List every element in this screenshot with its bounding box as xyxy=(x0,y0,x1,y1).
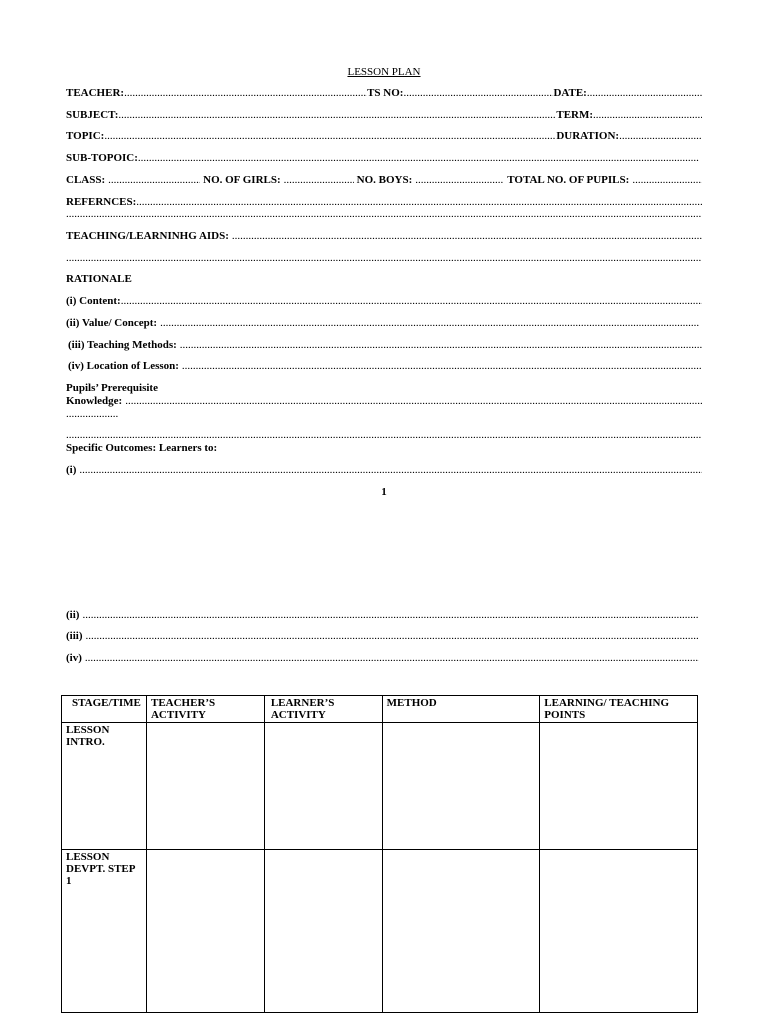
location-row xyxy=(68,360,702,373)
outcome-row-3 xyxy=(66,630,699,643)
teacher-activity-cell[interactable] xyxy=(146,850,264,1013)
class-label: CLASS: xyxy=(66,174,106,186)
teacher-row xyxy=(66,87,702,100)
aids-row-2 xyxy=(66,252,702,265)
prereq-blank-2[interactable] xyxy=(66,429,702,442)
topic-row xyxy=(66,130,702,143)
aids-row xyxy=(66,230,702,243)
learning-points-cell[interactable] xyxy=(540,723,698,850)
total-pupils-blank[interactable] xyxy=(632,174,702,187)
no-boys-label: NO. BOYS: xyxy=(356,174,413,186)
outcome-blank-4[interactable] xyxy=(85,652,699,665)
learner-activity-cell[interactable] xyxy=(264,850,382,1013)
subject-row xyxy=(66,109,702,122)
location-label: (iv) Location of Lesson: xyxy=(68,360,179,372)
outcome-blank-3[interactable] xyxy=(86,630,700,643)
references-row-2 xyxy=(66,208,702,221)
date-label: DATE: xyxy=(553,87,587,99)
aids-blank-2[interactable] xyxy=(66,252,702,265)
outcome-blank-2[interactable] xyxy=(82,609,699,622)
sub-topic-blank[interactable] xyxy=(138,152,699,165)
references-label: REFERNCES: xyxy=(66,196,137,208)
header-teacher-activity: TEACHER’S ACTIVITY xyxy=(146,696,264,723)
prereq-blank[interactable] xyxy=(125,395,702,408)
outcome-row-1 xyxy=(66,464,702,477)
duration-blank[interactable] xyxy=(619,130,702,143)
method-cell[interactable] xyxy=(382,723,540,850)
value-label: (ii) Value/ Concept: xyxy=(66,317,158,329)
no-girls-label: NO. OF GIRLS: xyxy=(203,174,281,186)
prereq-row xyxy=(66,395,702,408)
topic-blank[interactable] xyxy=(104,130,556,143)
class-row xyxy=(66,174,702,187)
term-blank[interactable] xyxy=(593,109,702,122)
prereq-label-2: Knowledge: xyxy=(66,395,123,407)
rationale-heading: RATIONALE xyxy=(66,273,132,285)
subject-blank[interactable] xyxy=(118,109,556,122)
subject-label: SUBJECT: xyxy=(66,109,119,121)
total-pupils-label: TOTAL NO. OF PUPILS: xyxy=(507,174,630,186)
topic-label: TOPIC: xyxy=(66,130,105,142)
stage-cell: LESSON INTRO. xyxy=(62,723,147,850)
aids-blank[interactable] xyxy=(232,230,702,243)
value-blank[interactable] xyxy=(160,317,699,330)
ts-no-blank[interactable] xyxy=(403,87,553,100)
sub-topic-label: SUB-TOPOIC: xyxy=(66,152,138,164)
lesson-table xyxy=(61,695,698,1013)
outcome-label-2: (ii) xyxy=(66,609,80,621)
content-label: (i) Content: xyxy=(66,295,121,307)
no-girls-blank[interactable] xyxy=(284,174,354,187)
method-cell[interactable] xyxy=(382,850,540,1013)
prereq-label-1: Pupils’ Prerequisite xyxy=(66,382,158,394)
location-blank[interactable] xyxy=(182,360,702,373)
header-learning-points: LEARNING/ TEACHING POINTS xyxy=(540,696,698,723)
outcome-row-2 xyxy=(66,609,699,622)
prereq-row-2 xyxy=(66,429,702,442)
term-label: TERM: xyxy=(556,109,594,121)
outcome-row-4 xyxy=(66,652,699,665)
table-header-row xyxy=(62,696,698,723)
header-learner-activity: LEARNER’S ACTIVITY xyxy=(264,696,382,723)
aids-label: TEACHING/LEARNINHG AIDS: xyxy=(66,230,229,242)
teacher-blank[interactable] xyxy=(124,87,367,100)
teacher-label: TEACHER: xyxy=(66,87,125,99)
outcome-blank-1[interactable] xyxy=(79,464,702,477)
prereq-short-blank[interactable]: ................... xyxy=(66,408,119,420)
methods-label: (iii) Teaching Methods: xyxy=(68,339,177,351)
stage-cell: LESSON DEVPT. STEP 1 xyxy=(62,850,147,1013)
methods-blank[interactable] xyxy=(180,339,702,352)
references-blank-2[interactable] xyxy=(66,208,702,221)
duration-label: DURATION: xyxy=(556,130,620,142)
sub-topic-row xyxy=(66,152,699,165)
content-blank[interactable] xyxy=(121,295,702,308)
value-row xyxy=(66,317,699,330)
learning-points-cell[interactable] xyxy=(540,850,698,1013)
page-number: 1 xyxy=(381,486,387,498)
class-blank[interactable] xyxy=(108,174,200,187)
outcome-label-1: (i) xyxy=(66,464,77,476)
date-blank[interactable] xyxy=(587,87,702,100)
learner-activity-cell[interactable] xyxy=(264,723,382,850)
table-row xyxy=(62,723,698,850)
outcome-label-4: (iv) xyxy=(66,652,82,664)
outcomes-heading: Specific Outcomes: Learners to: xyxy=(66,442,218,454)
header-stage-time: STAGE/TIME xyxy=(62,696,147,723)
no-boys-blank[interactable] xyxy=(415,174,504,187)
methods-row xyxy=(68,339,702,352)
ts-no-label: TS NO: xyxy=(367,87,404,99)
teacher-activity-cell[interactable] xyxy=(146,723,264,850)
page-title: LESSON PLAN xyxy=(347,66,421,78)
content-row xyxy=(66,295,702,308)
outcome-label-3: (iii) xyxy=(66,630,83,642)
table-row xyxy=(62,850,698,1013)
header-method: METHOD xyxy=(382,696,540,723)
